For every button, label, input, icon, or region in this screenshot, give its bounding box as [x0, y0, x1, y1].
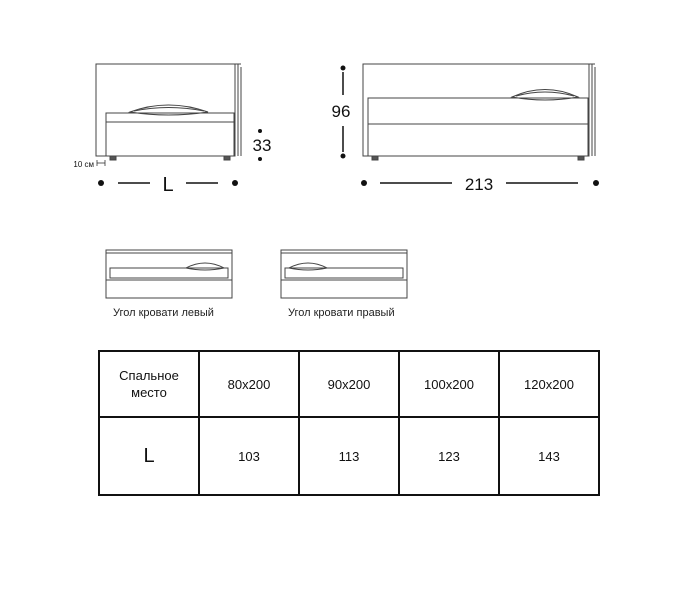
- corner-right-bed: [281, 250, 407, 298]
- value-cell: 123: [399, 417, 499, 495]
- dim-foot-height: 10 см: [73, 160, 94, 169]
- dim-dot: [258, 157, 262, 161]
- header-label-line-2: место: [131, 385, 167, 400]
- dim-front-frame-height: 33: [252, 136, 272, 155]
- value-cell: 113: [299, 417, 399, 495]
- dim-dot: [232, 180, 238, 186]
- dim-side-height: 96: [331, 102, 351, 121]
- row-label-cell: L: [99, 417, 199, 495]
- size-cell: 120x200: [499, 351, 599, 417]
- size-cell: 80x200: [199, 351, 299, 417]
- dim-dot: [341, 66, 346, 71]
- value-cell: 103: [199, 417, 299, 495]
- dim-dot: [258, 129, 262, 133]
- size-cell: 90x200: [299, 351, 399, 417]
- size-table: [98, 350, 600, 496]
- header-label-line-1: Спальное: [119, 368, 179, 383]
- dim-dot: [341, 154, 346, 159]
- header-label-cell: [99, 351, 199, 417]
- size-cell: 100x200: [399, 351, 499, 417]
- front-view-bed: [96, 64, 241, 160]
- corner-left-bed: [106, 250, 232, 298]
- dim-dot: [98, 180, 104, 186]
- table-row: [99, 417, 599, 495]
- dim-dot: [593, 180, 599, 186]
- dim-dot: [361, 180, 367, 186]
- value-cell: 143: [499, 417, 599, 495]
- dim-front-width: L: [162, 174, 174, 196]
- table-header-row: [99, 351, 599, 417]
- caption-corner-left: Угол кровати левый: [113, 307, 214, 319]
- side-view-bed: [363, 64, 595, 160]
- dim-side-length: 213: [464, 175, 494, 194]
- caption-corner-right: Угол кровати правый: [288, 307, 395, 319]
